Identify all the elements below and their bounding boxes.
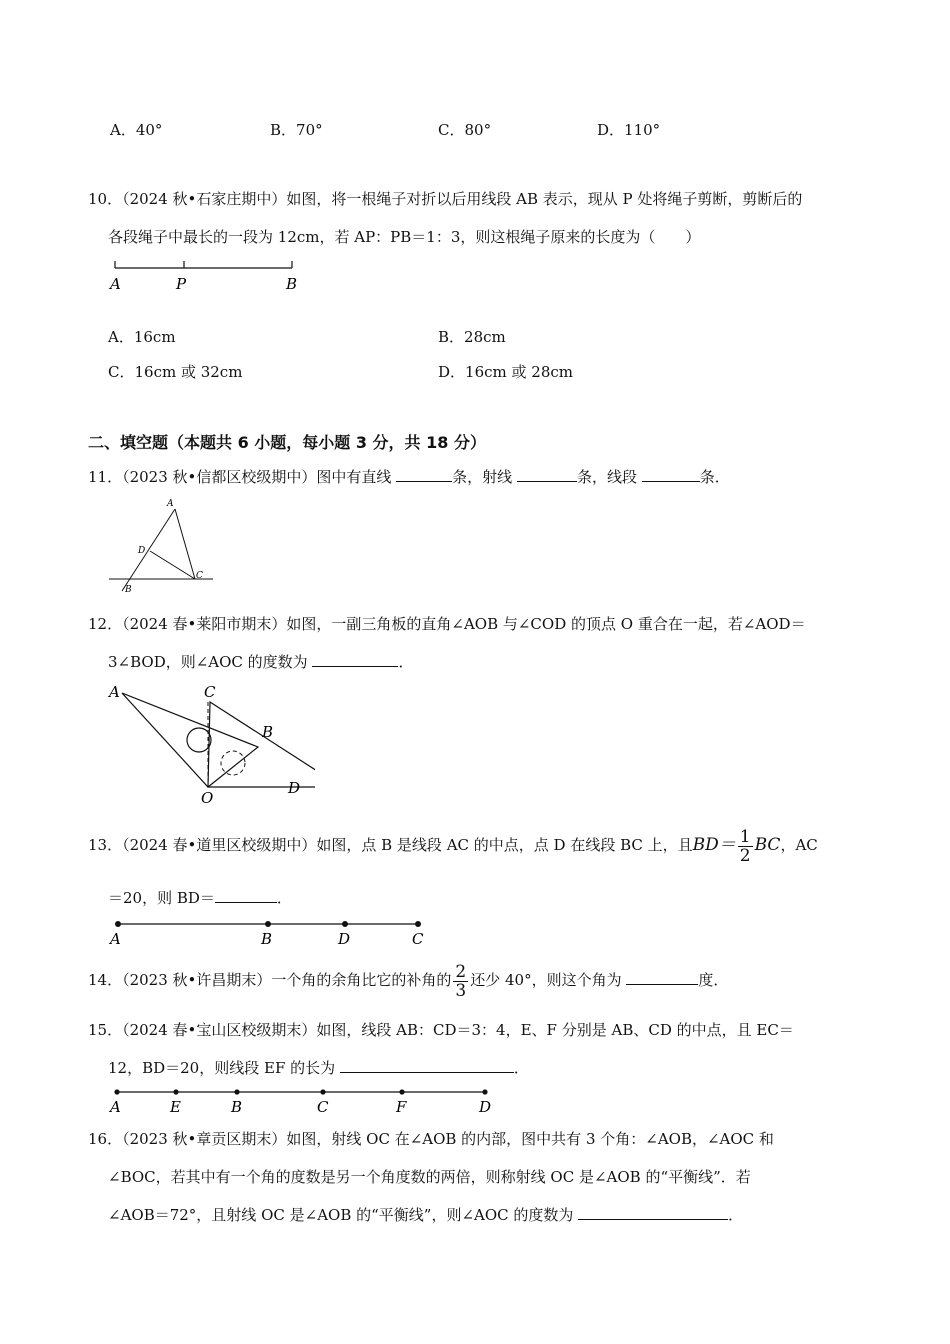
q13-figure-segment: [105, 915, 435, 949]
q12-label-a: A: [109, 683, 120, 701]
q10-option-a: A．16cm: [108, 328, 176, 346]
q10-label-a: A: [110, 275, 121, 293]
q15-line2: [108, 1057, 529, 1079]
q15-label-e: E: [170, 1098, 181, 1116]
q12-label-d: D: [288, 779, 301, 797]
q11-text: [88, 466, 730, 488]
q10-label-p: P: [176, 275, 187, 293]
q13-label-b: B: [261, 930, 273, 948]
q12-figure-set-squares: [105, 680, 315, 808]
q11-text-part3: 条，线段: [576, 468, 642, 486]
q13-line1-end: ，AC: [780, 836, 818, 854]
q9-option-d: D．110°: [597, 121, 661, 139]
q11-text-part1: 11．（2023 秋•信都区校级期中）图中有直线: [88, 468, 397, 486]
q9-option-a: A．40°: [110, 121, 163, 139]
q12-label-c: C: [204, 683, 216, 701]
q15-blank-ef[interactable]: [340, 1058, 514, 1073]
q10-figure-segment: [105, 256, 305, 296]
section-heading-fill-in: 二、填空题（本题共 6 小题，每小题 3 分，共 18 分）: [88, 433, 486, 452]
q13-fraction-denominator: 2: [739, 845, 751, 866]
q13-label-c: C: [412, 930, 424, 948]
q11-blank-segments[interactable]: [642, 467, 700, 482]
q10-option-b: B．28cm: [438, 328, 506, 346]
q15-label-b: B: [231, 1098, 243, 1116]
q15-label-d: D: [479, 1098, 492, 1116]
q14-blank-angle[interactable]: [626, 970, 698, 985]
q13-line2-text: ＝20，则 BD＝: [108, 889, 215, 907]
q12-label-b: B: [262, 723, 274, 741]
q9-option-b: B．70°: [270, 121, 323, 139]
q11-text-part4: 条．: [699, 468, 730, 486]
q15-label-c: C: [317, 1098, 329, 1116]
q16-line3-text: ∠AOB＝72°，且射线 OC 是∠AOB 的“平衡线”，则∠AOC 的度数为: [108, 1206, 579, 1224]
q13-label-d: D: [338, 930, 351, 948]
q16-line3: [108, 1204, 743, 1226]
q11-label-c: C: [196, 571, 203, 581]
q11-label-d: D: [138, 546, 146, 556]
q12-line2: [108, 651, 413, 673]
q13-fraction-numerator: 1: [739, 826, 751, 847]
q16-line2: ∠BOC，若其中有一个角的度数是另一个角度数的两倍，则称射线 OC 是∠AOB 的“平衡线”．若: [108, 1168, 751, 1186]
q13-line1: [88, 827, 818, 865]
q15-line2-end: ．: [513, 1059, 529, 1077]
q14-fraction-numerator: 2: [455, 961, 467, 982]
q12-label-o: O: [201, 789, 214, 807]
q15-label-f: F: [396, 1098, 407, 1116]
q10-option-d: D．16cm 或 28cm: [438, 363, 573, 381]
q11-label-a: A: [167, 499, 174, 509]
q10-line1: 10．（2024 秋•石家庄期中）如图，将一根绳子对折以后用线段 AB 表示，现从 P 处将绳子剪断，剪断后的: [88, 190, 803, 208]
q14-text-part3: 度．: [698, 971, 729, 989]
q9-option-c: C．80°: [438, 121, 492, 139]
q13-bc: BC: [754, 835, 781, 855]
q13-blank-bd[interactable]: [215, 888, 277, 903]
q11-label-b: B: [125, 585, 132, 595]
q13-label-a: A: [110, 930, 121, 948]
q10-line2: 各段绳子中最长的一段为 12cm，若 AP：PB＝1：3，则这根绳子原来的长度为（ ）: [108, 228, 701, 246]
q11-text-part2: 条，射线: [452, 468, 517, 486]
q14-fraction-denominator: 3: [455, 980, 467, 1001]
q12-line2-text: 3∠BOD，则∠AOC 的度数为: [108, 653, 313, 671]
q10-option-c: C．16cm 或 32cm: [108, 363, 243, 381]
q15-figure-segment: [105, 1084, 500, 1118]
q13-fraction: [738, 828, 753, 865]
q14-text-part1: 14．（2023 秋•许昌期末）一个角的余角比它的补角的: [88, 971, 452, 989]
q13-line2-end: ．: [276, 889, 292, 907]
q10-label-b: B: [286, 275, 298, 293]
q15-label-a: A: [110, 1098, 121, 1116]
q12-line1: 12．（2024 春•莱阳市期末）如图，一副三角板的直角∠AOB 与∠COD 的顶点 O 重合在一起，若∠AOD＝: [88, 615, 806, 633]
q11-blank-rays[interactable]: [517, 467, 577, 482]
q12-blank-angle-aoc[interactable]: [312, 652, 398, 667]
q11-figure-triangle: [105, 496, 220, 596]
q14-text-part2: 还少 40°，则这个角为: [470, 971, 627, 989]
q13-line2: [108, 887, 292, 909]
q15-line1: 15．（2024 春•宝山区校级期末）如图，线段 AB：CD＝3：4，E、F 分别是 AB、CD 的中点，且 EC＝: [88, 1021, 794, 1039]
q15-line2-text: 12，BD＝20，则线段 EF 的长为: [108, 1059, 340, 1077]
q13-line1-text: 13．（2024 春•道里区校级期中）如图，点 B 是线段 AC 的中点，点 D 在线段 BC 上，且: [88, 836, 693, 854]
q14-fraction: [453, 963, 468, 1000]
q11-blank-lines[interactable]: [396, 467, 452, 482]
q13-bd: BD＝: [692, 835, 736, 855]
q16-line3-end: ．: [728, 1206, 744, 1224]
q16-line1: 16．（2023 秋•章贡区期末）如图，射线 OC 在∠AOB 的内部，图中共有 3 个角：∠AOB，∠AOC 和: [88, 1130, 774, 1148]
q12-line2-end: ．: [398, 653, 414, 671]
q16-blank-angle-aoc[interactable]: [578, 1205, 728, 1220]
q14-text: [88, 962, 728, 1000]
